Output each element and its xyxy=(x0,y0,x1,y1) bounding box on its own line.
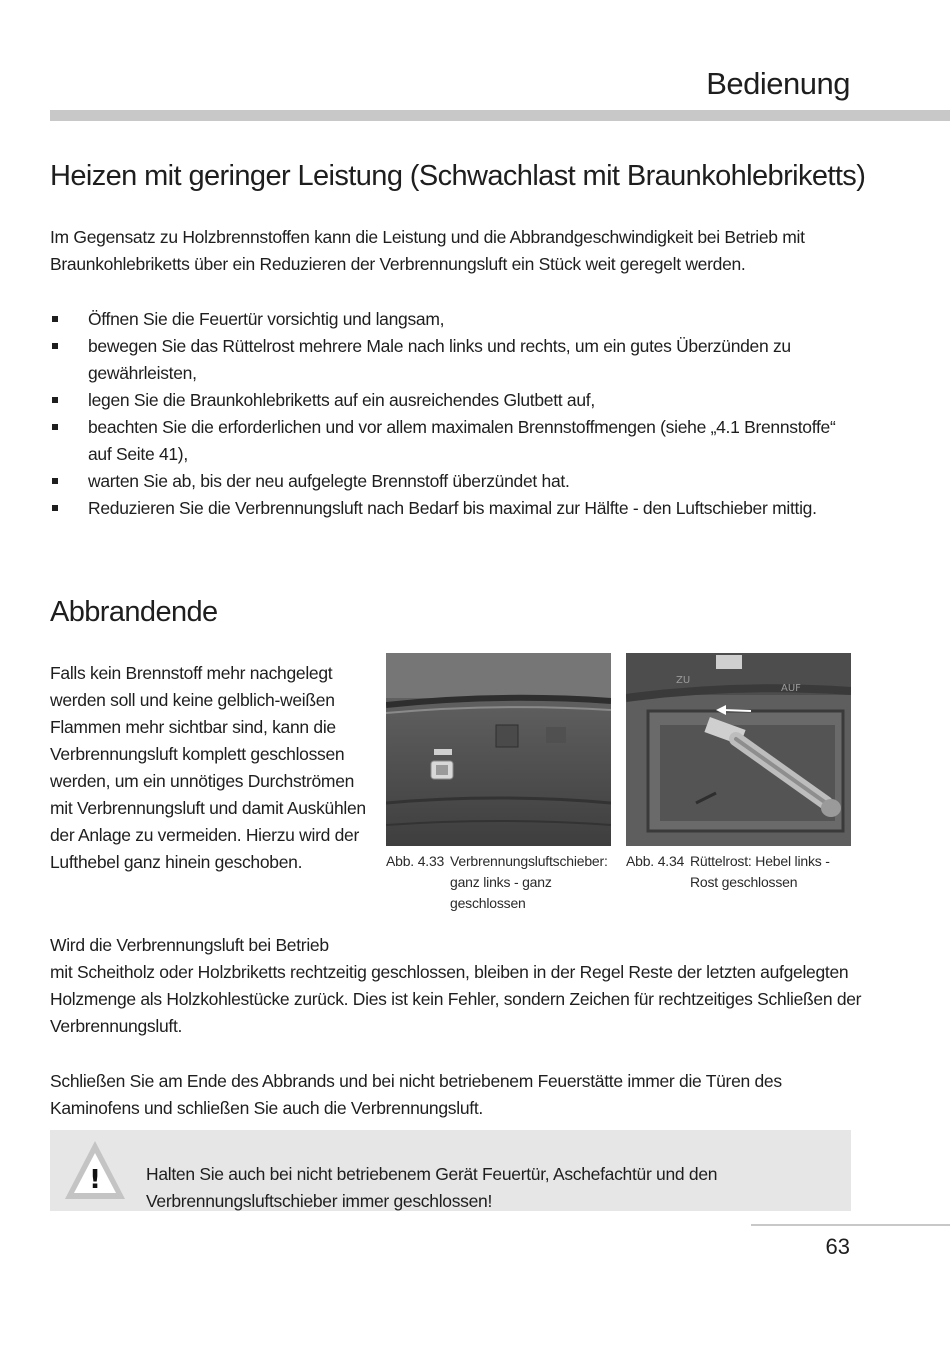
step-item: Öffnen Sie die Feuertür vorsichtig und langsam, xyxy=(50,306,850,333)
header-rule xyxy=(50,110,950,121)
label-closed: ZU xyxy=(676,675,691,686)
warning-triangle-icon xyxy=(62,1137,128,1203)
heading-burnout: Abbrandende xyxy=(50,596,218,628)
figure-grate-lever-photo xyxy=(626,653,851,846)
figure-number: Abb. 4.34 xyxy=(626,853,685,869)
section-title: Bedienung xyxy=(706,66,850,101)
step-item: bewegen Sie das Rüttelrost mehrere Male nach links und rechts, um ein gutes Überzünden zu gewährleisten, xyxy=(50,333,850,387)
footer-rule xyxy=(751,1224,950,1226)
burnout-paragraph: Falls kein Brennstoff mehr nachgelegt werden soll und keine gelblich-weißen Flammen mehr sichtbar sind, kann die Verbrennungsluft komplett geschlossen werden, um ein unnötiges Durchströmen mit Verbrennungsluft und damit Auskühlen der Anlage zu vermeiden. Hierzu wird der Lufthebel ganz hinein geschoben. xyxy=(50,663,366,872)
figure-caption-text: Verbrennungsluftschieber: ganz links - ganz geschlossen xyxy=(450,853,608,911)
figure-number: Abb. 4.33 xyxy=(386,853,445,869)
closing-paragraph: Schließen Sie am Ende des Abbrands und bei nicht betriebenem Feuerstätte immer die Türen des Kaminofens und schließen Sie auch die Verbrennungsluft. xyxy=(50,1071,782,1118)
step-item: warten Sie ab, bis der neu aufgelegte Brennstoff überzündet hat. xyxy=(50,468,850,495)
step-list xyxy=(50,306,850,522)
warning-text: Halten Sie auch bei nicht betriebenem Gerät Feuertür, Aschefachtür und den Verbrennungsluftschieber immer geschlossen! xyxy=(146,1163,718,1211)
intro-paragraph: Im Gegensatz zu Holzbrennstoffen kann die Leistung und die Abbrandgeschwindigkeit bei Betrieb mit Braunkohlebriketts über ein Reduzieren der Verbrennungsluft ein Stück weit geregelt werden. xyxy=(50,227,805,274)
label-open: AUF xyxy=(781,683,801,694)
step-item: beachten Sie die erforderlichen und vor allem maximalen Brennstoffmengen (siehe „4.1 Brennstoffe“ auf Seite 41), xyxy=(50,414,850,468)
figure-air-slider-photo xyxy=(386,653,611,846)
figure-caption-text: Rüttelrost: Hebel links - Rost geschlossen xyxy=(690,853,830,890)
wood-paragraph-lead: Wird die Verbrennungsluft bei Betrieb xyxy=(50,935,329,955)
step-item: Reduzieren Sie die Verbrennungsluft nach Bedarf bis maximal zur Hälfte - den Luftschieber mittig. xyxy=(50,495,850,522)
wood-paragraph: mit Scheitholz oder Holzbriketts rechtzeitig geschlossen, bleiben in der Regel Reste der letzten aufgelegten Holzmenge als Holzkohlestücke zurück. Dies ist kein Fehler, sondern Zeichen für rechtzeitiges Schließen der Verbrennungsluft. xyxy=(50,962,862,1036)
page-number: 63 xyxy=(825,1234,850,1259)
warning-symbol: ! xyxy=(89,1165,101,1195)
step-item: legen Sie die Braunkohlebriketts auf ein ausreichendes Glutbett auf, xyxy=(50,387,850,414)
heading-low-power: Heizen mit geringer Leistung (Schwachlast mit Braunkohlebriketts) xyxy=(50,160,866,192)
